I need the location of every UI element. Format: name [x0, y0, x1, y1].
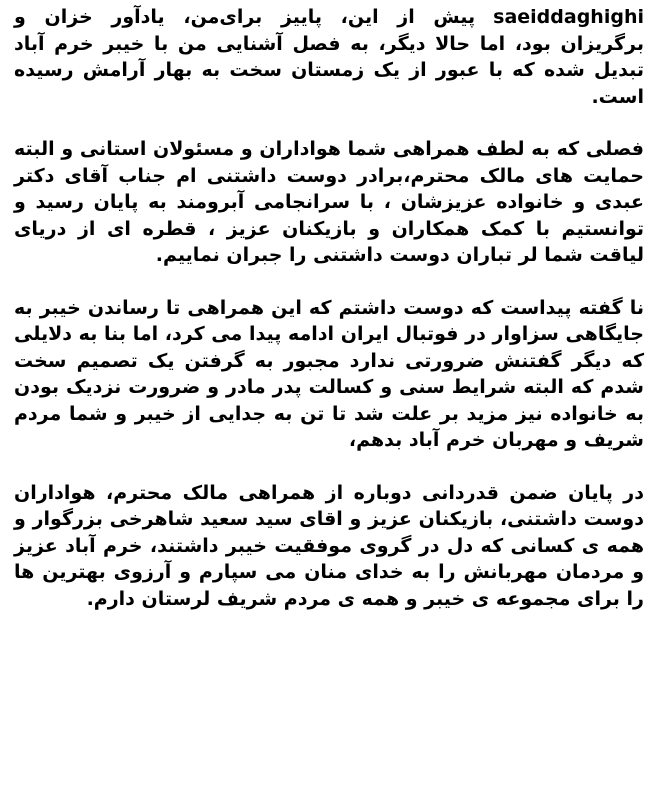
caption-paragraph-3: نا گفته پیداست که دوست داشتم که این همراهی تا رساندن خیبر به جایگاهی سزاوار در فوتبال ایران ادامه پیدا می کرد، اما بنا به دلایلی که دیگر گفتنش ضرورتی ندارد مجبور به گرفتن یک تصمیم سخت شدم که البته شرایط سنی و کسالت پدر مادر و ضرورت نزدیک بودن به خانواده نیز مزید بر علت شد تا تن به جدایی از خیبر و شما مردم شریف و مهربان خرم آباد بدهم،: [14, 296, 644, 451]
caption-paragraph-1: [14, 4, 644, 110]
caption-paragraph-2: فصلی که به لطف همراهی شما هواداران و مسئولان استانی و البته حمایت های مالک محترم،برادر دوست داشتنی ام جناب آقای دکتر عبدی و خانواده عزیزشان ، با سرانجامی آبرومند به پایان رسید و توانستیم با کمک همکاران و بازیکنان عزیز ، قطره ای از دریای لیاقت شما لر تباران دوست داشتنی را جبران نماییم.: [14, 138, 644, 266]
username-link[interactable]: saeiddaghighi: [493, 6, 644, 28]
caption-paragraph-4: در پایان ضمن قدردانی دوباره از همراهی مالک محترم، هواداران دوست داشتنی، بازیکنان عزیز و اقای سید سعید شاهرخی بزرگوار و همه ی کسانی که دل در گروی موفقیت خیبر داشتند، خرم آباد عزیز و مردمان مهربانش را به خدای منان می سپارم و آرزوی بهترین ها را برای مجموعه ی خیبر و همه ی مردم شریف لرستان دارم.: [14, 481, 644, 610]
caption-text-1: پیش از این، پاییز برای‌من، یادآور خزان و برگریزان بود، اما حالا دیگر، به فصل آشنایی من با خیبر خرم آباد تبدیل شده که با عبور از یک زمستان سخت به بهار آرامش رسیده است.: [14, 6, 644, 108]
post-caption: [14, 4, 644, 612]
